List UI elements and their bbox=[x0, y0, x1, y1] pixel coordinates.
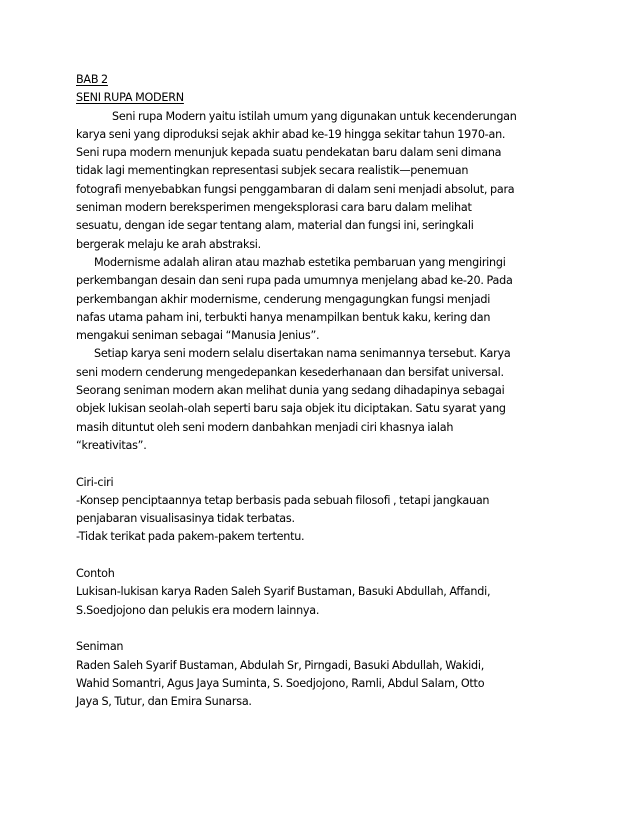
paragraph-line: bergerak melaju ke arah abstraksi. bbox=[76, 237, 261, 251]
spacer bbox=[76, 620, 562, 638]
paragraph-line: Setiap karya seni modern selalu disertakan nama senimannya tersebut. Karya bbox=[94, 347, 511, 361]
spacer bbox=[76, 547, 562, 565]
paragraph-line: perkembangan desain dan seni rupa pada umumnya menjelang abad ke-20. Pada bbox=[76, 274, 513, 288]
paragraph-line: “kreativitas”. bbox=[76, 438, 147, 452]
paragraph-line: S.Soedjojono dan pelukis era modern lainnya. bbox=[76, 603, 320, 617]
paragraph-modern-art bbox=[76, 345, 562, 455]
section-heading-seniman: Seniman bbox=[76, 640, 124, 654]
paragraph-line: sesuatu, dengan ide segar tentang alam, material dan fungsi ini, seringkali bbox=[76, 219, 474, 233]
spacer bbox=[76, 455, 562, 473]
paragraph-line: fotografi menyebabkan fungsi penggambaran di dalam seni menjadi absolut, para bbox=[76, 182, 515, 196]
paragraph-line: Wahid Somantri, Agus Jaya Suminta, S. Soedjojono, Ramli, Abdul Salam, Otto bbox=[76, 676, 485, 690]
paragraph-definition bbox=[76, 108, 562, 254]
page-title: SENI RUPA MODERN bbox=[76, 91, 184, 105]
list-item: -Konsep penciptaannya tetap berbasis pada sebuah filosofi , tetapi jangkauan bbox=[76, 493, 490, 507]
paragraph-line: Seni rupa Modern yaitu istilah umum yang digunakan untuk kecenderungan bbox=[112, 109, 517, 123]
paragraph-line: objek lukisan seolah-olah seperti baru saja objek itu diciptakan. Satu syarat yang bbox=[76, 402, 506, 416]
paragraph-line: Seorang seniman modern akan melihat dunia yang sedang dihadapinya sebagai bbox=[76, 384, 505, 398]
paragraph-line: seniman modern bereksperimen mengeksplorasi cara baru dalam melihat bbox=[76, 201, 472, 215]
paragraph-line: karya seni yang diproduksi sejak akhir abad ke-19 hingga sekitar tahun 1970-an. bbox=[76, 127, 506, 141]
section-heading-contoh: Contoh bbox=[76, 567, 115, 581]
section-ciri bbox=[76, 474, 562, 547]
paragraph-line: mengakui seniman sebagai “Manusia Jenius”. bbox=[76, 329, 320, 343]
paragraph-modernism bbox=[76, 254, 562, 345]
paragraph-line: Modernisme adalah aliran atau mazhab estetika pembaruan yang mengiringi bbox=[94, 255, 506, 269]
paragraph-line: Seni rupa modern menunjuk kepada suatu pendekatan baru dalam seni dimana bbox=[76, 146, 502, 160]
section-contoh bbox=[76, 565, 562, 620]
list-item: -Tidak terikat pada pakem-pakem tertentu. bbox=[76, 530, 305, 544]
paragraph-line: perkembangan akhir modernisme, cenderung mengagungkan fungsi menjadi bbox=[76, 292, 491, 306]
paragraph-line: Raden Saleh Syarif Bustaman, Abdulah Sr, Pirngadi, Basuki Abdullah, Wakidi, bbox=[76, 658, 485, 672]
chapter-label: BAB 2 bbox=[76, 73, 108, 86]
list-item: penjabaran visualisasinya tidak terbatas. bbox=[76, 512, 295, 526]
paragraph-line: masih dituntut oleh seni modern danbahkan menjadi ciri khasnya ialah bbox=[76, 420, 454, 434]
paragraph-line: tidak lagi mementingkan representasi subjek secara realistik—penemuan bbox=[76, 164, 469, 178]
paragraph-line: Lukisan-lukisan karya Raden Saleh Syarif Bustaman, Basuki Abdullah, Affandi, bbox=[76, 585, 491, 599]
document-body bbox=[76, 71, 562, 711]
section-heading-ciri: Ciri-ciri bbox=[76, 475, 114, 489]
paragraph-line: Jaya S, Tutur, dan Emira Sunarsa. bbox=[76, 695, 252, 709]
paragraph-line: nafas utama paham ini, terbukti hanya menampilkan bentuk kaku, kering dan bbox=[76, 310, 491, 324]
section-seniman bbox=[76, 638, 562, 711]
paragraph-line: seni modern cenderung mengedepankan kesederhanaan dan bersifat universal. bbox=[76, 365, 504, 379]
